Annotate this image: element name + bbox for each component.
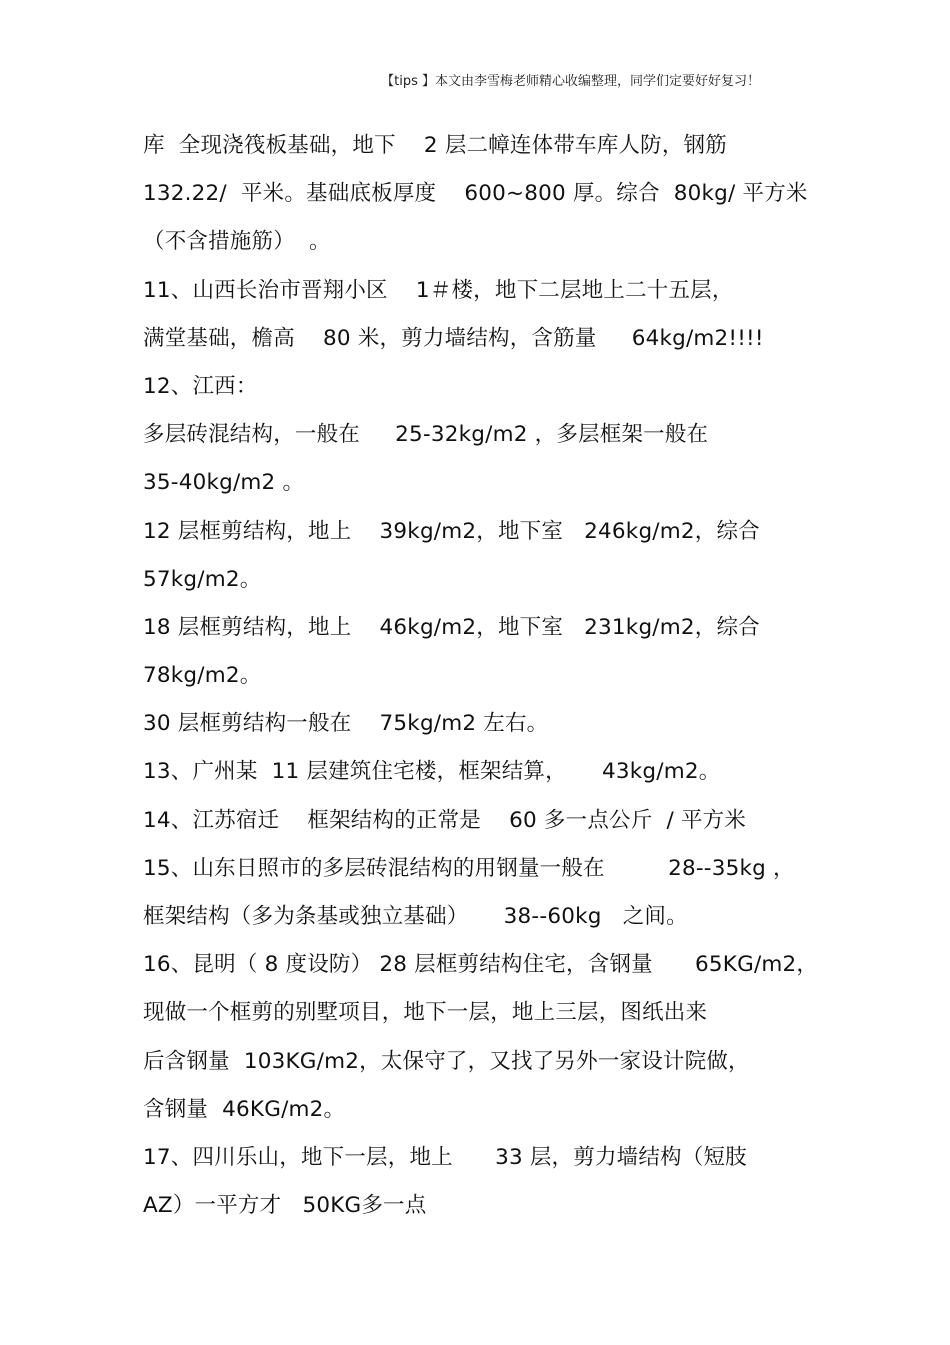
text-line: 多层砖混结构，一般在 25-32kg/m2 ，多层框架一般在 bbox=[143, 422, 709, 448]
text-line: 现做一个框剪的别墅项目，地下一层，地上三层，图纸出来 bbox=[143, 1000, 708, 1026]
text-line: 132.22/ 平米。基础底板厚度 600~800 厚。综合 80kg/ 平方米 bbox=[143, 181, 808, 207]
text-line: 库 全现浇筏板基础，地下 2 层二幛连体带车库人防，钢筋 bbox=[143, 133, 727, 158]
text-line: 11、山西长治市晋翔小区 1＃楼，地下二层地上二十五层， bbox=[143, 277, 734, 303]
text-line: 18 层框剪结构，地上 46kg/m2，地下室 231kg/m2，综合 bbox=[143, 614, 760, 640]
text-line: 14、江苏宿迁 框架结构的正常是 60 多一点公斤 / 平方米 bbox=[143, 807, 747, 833]
text-line: 含钢量 46KG/m2。 bbox=[143, 1096, 346, 1122]
text-line: 30 层框剪结构一般在 75kg/m2 左右。 bbox=[143, 711, 549, 737]
text-line: 12 层框剪结构，地上 39kg/m2，地下室 246kg/m2，综合 bbox=[143, 518, 760, 544]
text-line: 满堂基础，檐高 80 米，剪力墙结构，含筋量 64kg/m2!!!! bbox=[143, 325, 764, 351]
text-line: 35-40kg/m2 。 bbox=[143, 470, 305, 496]
text-line: 框架结构（多为条基或独立基础） 38--60kg 之间。 bbox=[143, 904, 688, 929]
text-line: 后含钢量 103KG/m2，太保守了，又找了另外一家设计院做， bbox=[143, 1048, 750, 1074]
body-text bbox=[143, 122, 843, 1230]
text-line: （不含措施筋） 。 bbox=[143, 229, 331, 255]
text-line: 78kg/m2。 bbox=[143, 663, 262, 689]
text-line: 15、山东日照市的多层砖混结构的用钢量一般在 28--35kg ， bbox=[143, 855, 795, 881]
text-line: 12、江西： bbox=[143, 373, 258, 399]
header-tip: 【tips 】本文由李雪梅老师精心收编整理，同学们定要好好复习！ bbox=[381, 74, 760, 89]
text-line: 13、广州某 11 层建筑住宅楼，框架结算， 43kg/m2。 bbox=[143, 759, 721, 785]
text-line: 17、四川乐山，地下一层，地上 33 层，剪力墙结构（短肢 bbox=[143, 1144, 747, 1170]
text-line: 57kg/m2。 bbox=[143, 566, 262, 592]
text-line: AZ）一平方才 50KG多一点 bbox=[143, 1193, 427, 1219]
text-line: 16、昆明（ 8 度设防） 28 层框剪结构住宅，含钢量 65KG/m2， bbox=[143, 952, 819, 978]
